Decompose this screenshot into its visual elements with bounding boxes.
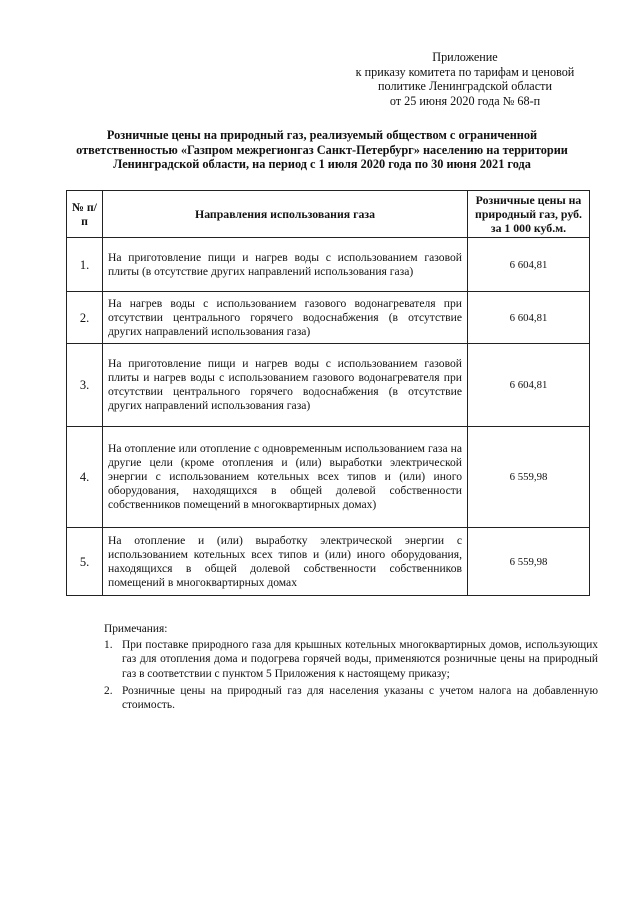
- row-price: 6 559,98: [468, 528, 590, 596]
- note-text: При поставке природного газа для крышных котельных многоквартирных домов, использующих газ для отопления дома и подогрева горячей воды, применяются розничные цены на природный газ в соответствии с пунктом 5 Приложения к настоящему приказу;: [122, 639, 598, 680]
- row-number: 1.: [67, 238, 103, 292]
- row-price: 6 559,98: [468, 427, 590, 528]
- note-text: Розничные цены на природный газ для населения указаны с учетом налога на добавленную стоимость.: [122, 684, 598, 712]
- table-row: [67, 528, 590, 596]
- table-row: [67, 427, 590, 528]
- note-marker: 1.: [104, 639, 113, 652]
- table-row: [67, 344, 590, 427]
- row-description: На отопление или отопление с одновременным использованием газа на другие цели (кроме отопления и (или) выработки электрической энергии с использованием котельных всех типов и (или) иного оборудования, находящихся в общей долевой собственности собственников помещений в многоквартирных домах): [103, 427, 468, 528]
- price-table: [66, 190, 590, 596]
- notes-section: [104, 622, 598, 715]
- title-line: Ленинградской области, на период с 1 июля 2020 года по 30 июня 2021 года: [113, 157, 531, 172]
- title-line: ответственностью «Газпром межрегионгаз Санкт-Петербург» населению на территории: [76, 142, 568, 157]
- appendix-header: [320, 50, 610, 108]
- row-price: 6 604,81: [468, 344, 590, 427]
- appendix-line: от 25 июня 2020 года № 68-п: [389, 93, 541, 108]
- row-number: 2.: [67, 292, 103, 344]
- title-line: Розничные цены на природный газ, реализуемый обществом с ограниченной: [106, 128, 538, 142]
- row-number: 5.: [67, 528, 103, 596]
- row-price: 6 604,81: [468, 292, 590, 344]
- appendix-line: Приложение: [432, 50, 498, 64]
- list-item: [104, 684, 598, 712]
- appendix-line: политике Ленинградской области: [378, 79, 552, 94]
- table-row: [67, 238, 590, 292]
- list-item: [104, 638, 598, 681]
- row-description: На приготовление пищи и нагрев воды с использованием газовой плиты (в отсутствие других направлений использования газа): [103, 238, 468, 292]
- note-marker: 2.: [104, 684, 113, 697]
- appendix-line: к приказу комитета по тарифам и ценовой: [355, 64, 575, 79]
- header-num: № п/п: [67, 191, 103, 238]
- row-description: На нагрев воды с использованием газового водонагревателя при отсутствии центрального горячего водоснабжения (в отсутствие других направлений использования газа): [103, 292, 468, 344]
- row-description: На приготовление пищи и нагрев воды с использованием газовой плиты и нагрев воды с использованием газового водонагревателя при отсутствии центрального горячего водоснабжения (в отсутствие других направлений использования газа): [103, 344, 468, 427]
- row-number: 4.: [67, 427, 103, 528]
- document-title: [58, 128, 586, 172]
- header-direction: Направления использования газа: [103, 191, 468, 238]
- row-number: 3.: [67, 344, 103, 427]
- notes-title: Примечания:: [104, 623, 168, 635]
- header-price: Розничные цены на природный газ, руб. за 1 000 куб.м.: [468, 191, 590, 238]
- table-row: [67, 292, 590, 344]
- row-price: 6 604,81: [468, 238, 590, 292]
- table-header-row: [67, 191, 590, 238]
- row-description: На отопление и (или) выработку электрической энергии с использованием котельных всех типов и (или) иного оборудования, находящихся в общей долевой собственности собственников помещений в многоквартирных домах: [103, 528, 468, 596]
- notes-list: [104, 638, 598, 712]
